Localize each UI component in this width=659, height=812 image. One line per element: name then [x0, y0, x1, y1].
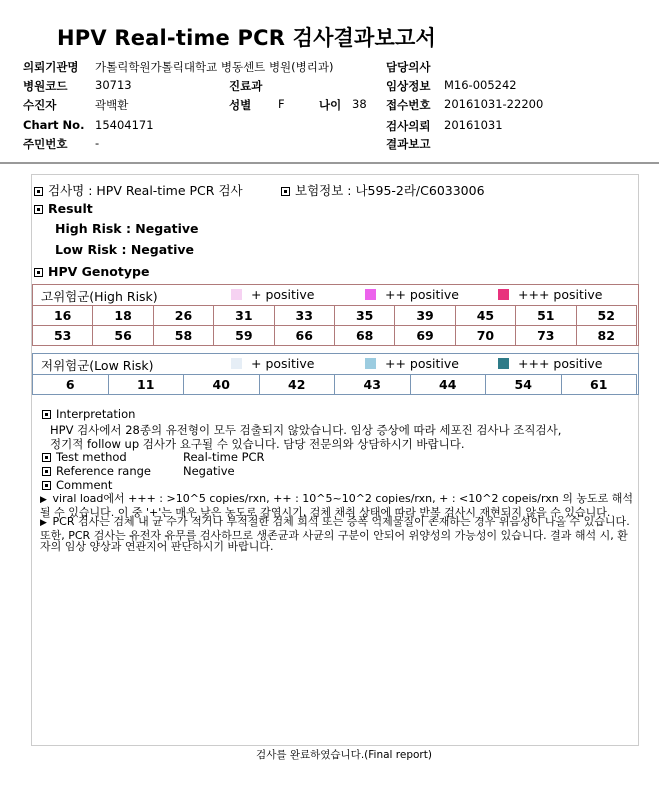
interpretation-line-1: HPV 검사에서 28종의 유전형이 모두 검출되지 않았습니다. 임상 증상에 따라 세포진 검사나 조직검사,: [50, 423, 562, 437]
genotype-cell: 26: [153, 306, 213, 326]
genotype-cell: 42: [259, 375, 335, 395]
institution-value: 가톨릭학원가톨릭대학교 병동센트 병원(병리과): [95, 60, 334, 74]
table-row: [33, 326, 637, 346]
clinical-info-label: 임상정보: [386, 79, 431, 93]
genotype-cell: 58: [153, 326, 213, 346]
result-heading: Result: [34, 201, 93, 216]
chart-no-label: Chart No.: [23, 118, 85, 132]
genotype-cell: 51: [516, 306, 576, 326]
final-report-note: 검사를 완료하였습니다.(Final report): [256, 749, 432, 761]
genotype-cell: 45: [455, 306, 515, 326]
triangle-bullet-icon: ▶: [40, 518, 47, 528]
genotype-cell: 54: [486, 375, 562, 395]
age-value: 38: [352, 97, 367, 111]
high-risk-result: High Risk : Negative: [55, 221, 199, 236]
reference-range-label: Reference range: [42, 464, 151, 478]
genotype-cell: 82: [576, 326, 636, 346]
test-method-label: Test method: [42, 450, 127, 464]
receipt-no-value: 20161031-22200: [444, 97, 544, 111]
genotype-cell: 70: [455, 326, 515, 346]
high-risk-genotype-box: [32, 284, 639, 346]
chart-no-value: 15404171: [95, 118, 154, 132]
genotype-cell: 31: [214, 306, 274, 326]
bullet-square-icon: [42, 481, 51, 490]
low-risk-label: 저위험군(Low Risk): [41, 358, 154, 373]
legend-swatch: [365, 358, 376, 369]
high-risk-genotype-table: [32, 305, 637, 346]
bullet-square-icon: [34, 205, 43, 214]
low-risk-header: [33, 354, 638, 374]
hospital-code-label: 병원코드: [23, 79, 68, 93]
genotype-cell: 44: [410, 375, 486, 395]
genotype-cell: 39: [395, 306, 455, 326]
comment-2: ▶ PCR 검사는 검체 내 균 수가 적거나 부적절한 검체 희석 또는 증폭 억제물질이 존재하는 경우 위음성이 나올 수 있습니다. 또한, PCR 검사는 유전자 유무를 검사하므로 생존균과 사균의 구분이 안되어 위양성의 가능성이 있습니다. 결과 해석 시, 환자의 임상 양상과 연관지어 판단하시기 바랍니다.: [40, 515, 630, 553]
result-report-label: 결과보고: [386, 137, 431, 151]
bullet-square-icon: [42, 467, 51, 476]
genotype-cell: 59: [214, 326, 274, 346]
sex-label: 성별: [229, 98, 252, 112]
high-risk-header: [33, 285, 638, 305]
genotype-cell: 35: [334, 306, 394, 326]
resident-no-label: 주민번호: [23, 137, 68, 151]
comment-heading: Comment: [42, 478, 112, 492]
genotype-heading: HPV Genotype: [34, 264, 149, 279]
genotype-cell: 69: [395, 326, 455, 346]
test-name: 검사명 : HPV Real-time PCR 검사: [34, 181, 243, 199]
resident-no-value: -: [95, 136, 100, 150]
department-label: 진료과: [229, 79, 263, 93]
genotype-cell: 40: [184, 375, 260, 395]
genotype-cell: 52: [576, 306, 636, 326]
high-risk-legend-plus: + positive: [231, 287, 314, 302]
responsible-doctor-label: 담당의사: [386, 60, 431, 74]
genotype-cell: 56: [93, 326, 153, 346]
table-row: [33, 306, 637, 326]
genotype-cell: 18: [93, 306, 153, 326]
genotype-cell: 53: [33, 326, 93, 346]
genotype-cell: 66: [274, 326, 334, 346]
genotype-cell: 61: [561, 375, 637, 395]
legend-swatch: [498, 289, 509, 300]
request-date-label: 검사의뢰: [386, 119, 431, 133]
genotype-cell: 68: [334, 326, 394, 346]
bullet-square-icon: [42, 410, 51, 419]
table-row: [33, 375, 637, 395]
interpretation-heading: Interpretation: [42, 407, 135, 421]
high-risk-label: 고위험군(High Risk): [41, 289, 158, 304]
low-risk-legend-plus2: ++ positive: [365, 356, 459, 371]
report-title: HPV Real-time PCR 검사결과보고서: [57, 26, 436, 50]
genotype-cell: 16: [33, 306, 93, 326]
genotype-cell: 6: [33, 375, 109, 395]
institution-label: 의뢰기관명: [23, 60, 79, 74]
low-risk-legend-plus3: +++ positive: [498, 356, 602, 371]
low-risk-genotype-table: [32, 374, 637, 395]
high-risk-legend-plus3: +++ positive: [498, 287, 602, 302]
low-risk-genotype-box: [32, 353, 639, 395]
test-method-value: Real-time PCR: [183, 450, 265, 464]
bullet-square-icon: [281, 187, 290, 196]
insurance-info: 보험정보 : 나595-2라/C6033006: [281, 181, 485, 199]
bullet-square-icon: [42, 453, 51, 462]
legend-swatch: [231, 289, 242, 300]
legend-swatch: [231, 358, 242, 369]
comment-1: ▶ viral load에서 +++ : >10^5 copies/rxn, ++ : 10^5~10^2 copies/rxn, + : <10^2 copeis/rxn 의 농도로 해석될 수 있습니다. 이 중 '+'는 매우 낮은 농도로 감염시기, 검체 채취 상태에 따라 반복 검사시 재현되지 않을 수 있습니다.: [40, 492, 633, 519]
high-risk-legend-plus2: ++ positive: [365, 287, 459, 302]
genotype-cell: 43: [335, 375, 411, 395]
genotype-cell: 11: [108, 375, 184, 395]
receipt-no-label: 접수번호: [386, 98, 431, 112]
hospital-code-value: 30713: [95, 78, 132, 92]
genotype-cell: 73: [516, 326, 576, 346]
low-risk-legend-plus: + positive: [231, 356, 314, 371]
legend-swatch: [365, 289, 376, 300]
legend-swatch: [498, 358, 509, 369]
reference-range-value: Negative: [183, 464, 235, 478]
low-risk-result: Low Risk : Negative: [55, 242, 195, 257]
clinical-info-value: M16-005242: [444, 78, 517, 92]
genotype-cell: 33: [274, 306, 334, 326]
triangle-bullet-icon: ▶: [40, 495, 47, 505]
collector-label: 수진자: [23, 98, 57, 112]
bullet-square-icon: [34, 268, 43, 277]
age-label: 나이: [319, 98, 342, 112]
interpretation-line-2: 정기적 follow up 검사가 요구될 수 있습니다. 담당 전문의와 상담하시기 바랍니다.: [50, 437, 465, 451]
collector-value: 곽백환: [95, 98, 129, 112]
bullet-square-icon: [34, 187, 43, 196]
patient-info-header: [0, 52, 659, 164]
sex-value: F: [278, 97, 285, 111]
request-date-value: 20161031: [444, 118, 503, 132]
